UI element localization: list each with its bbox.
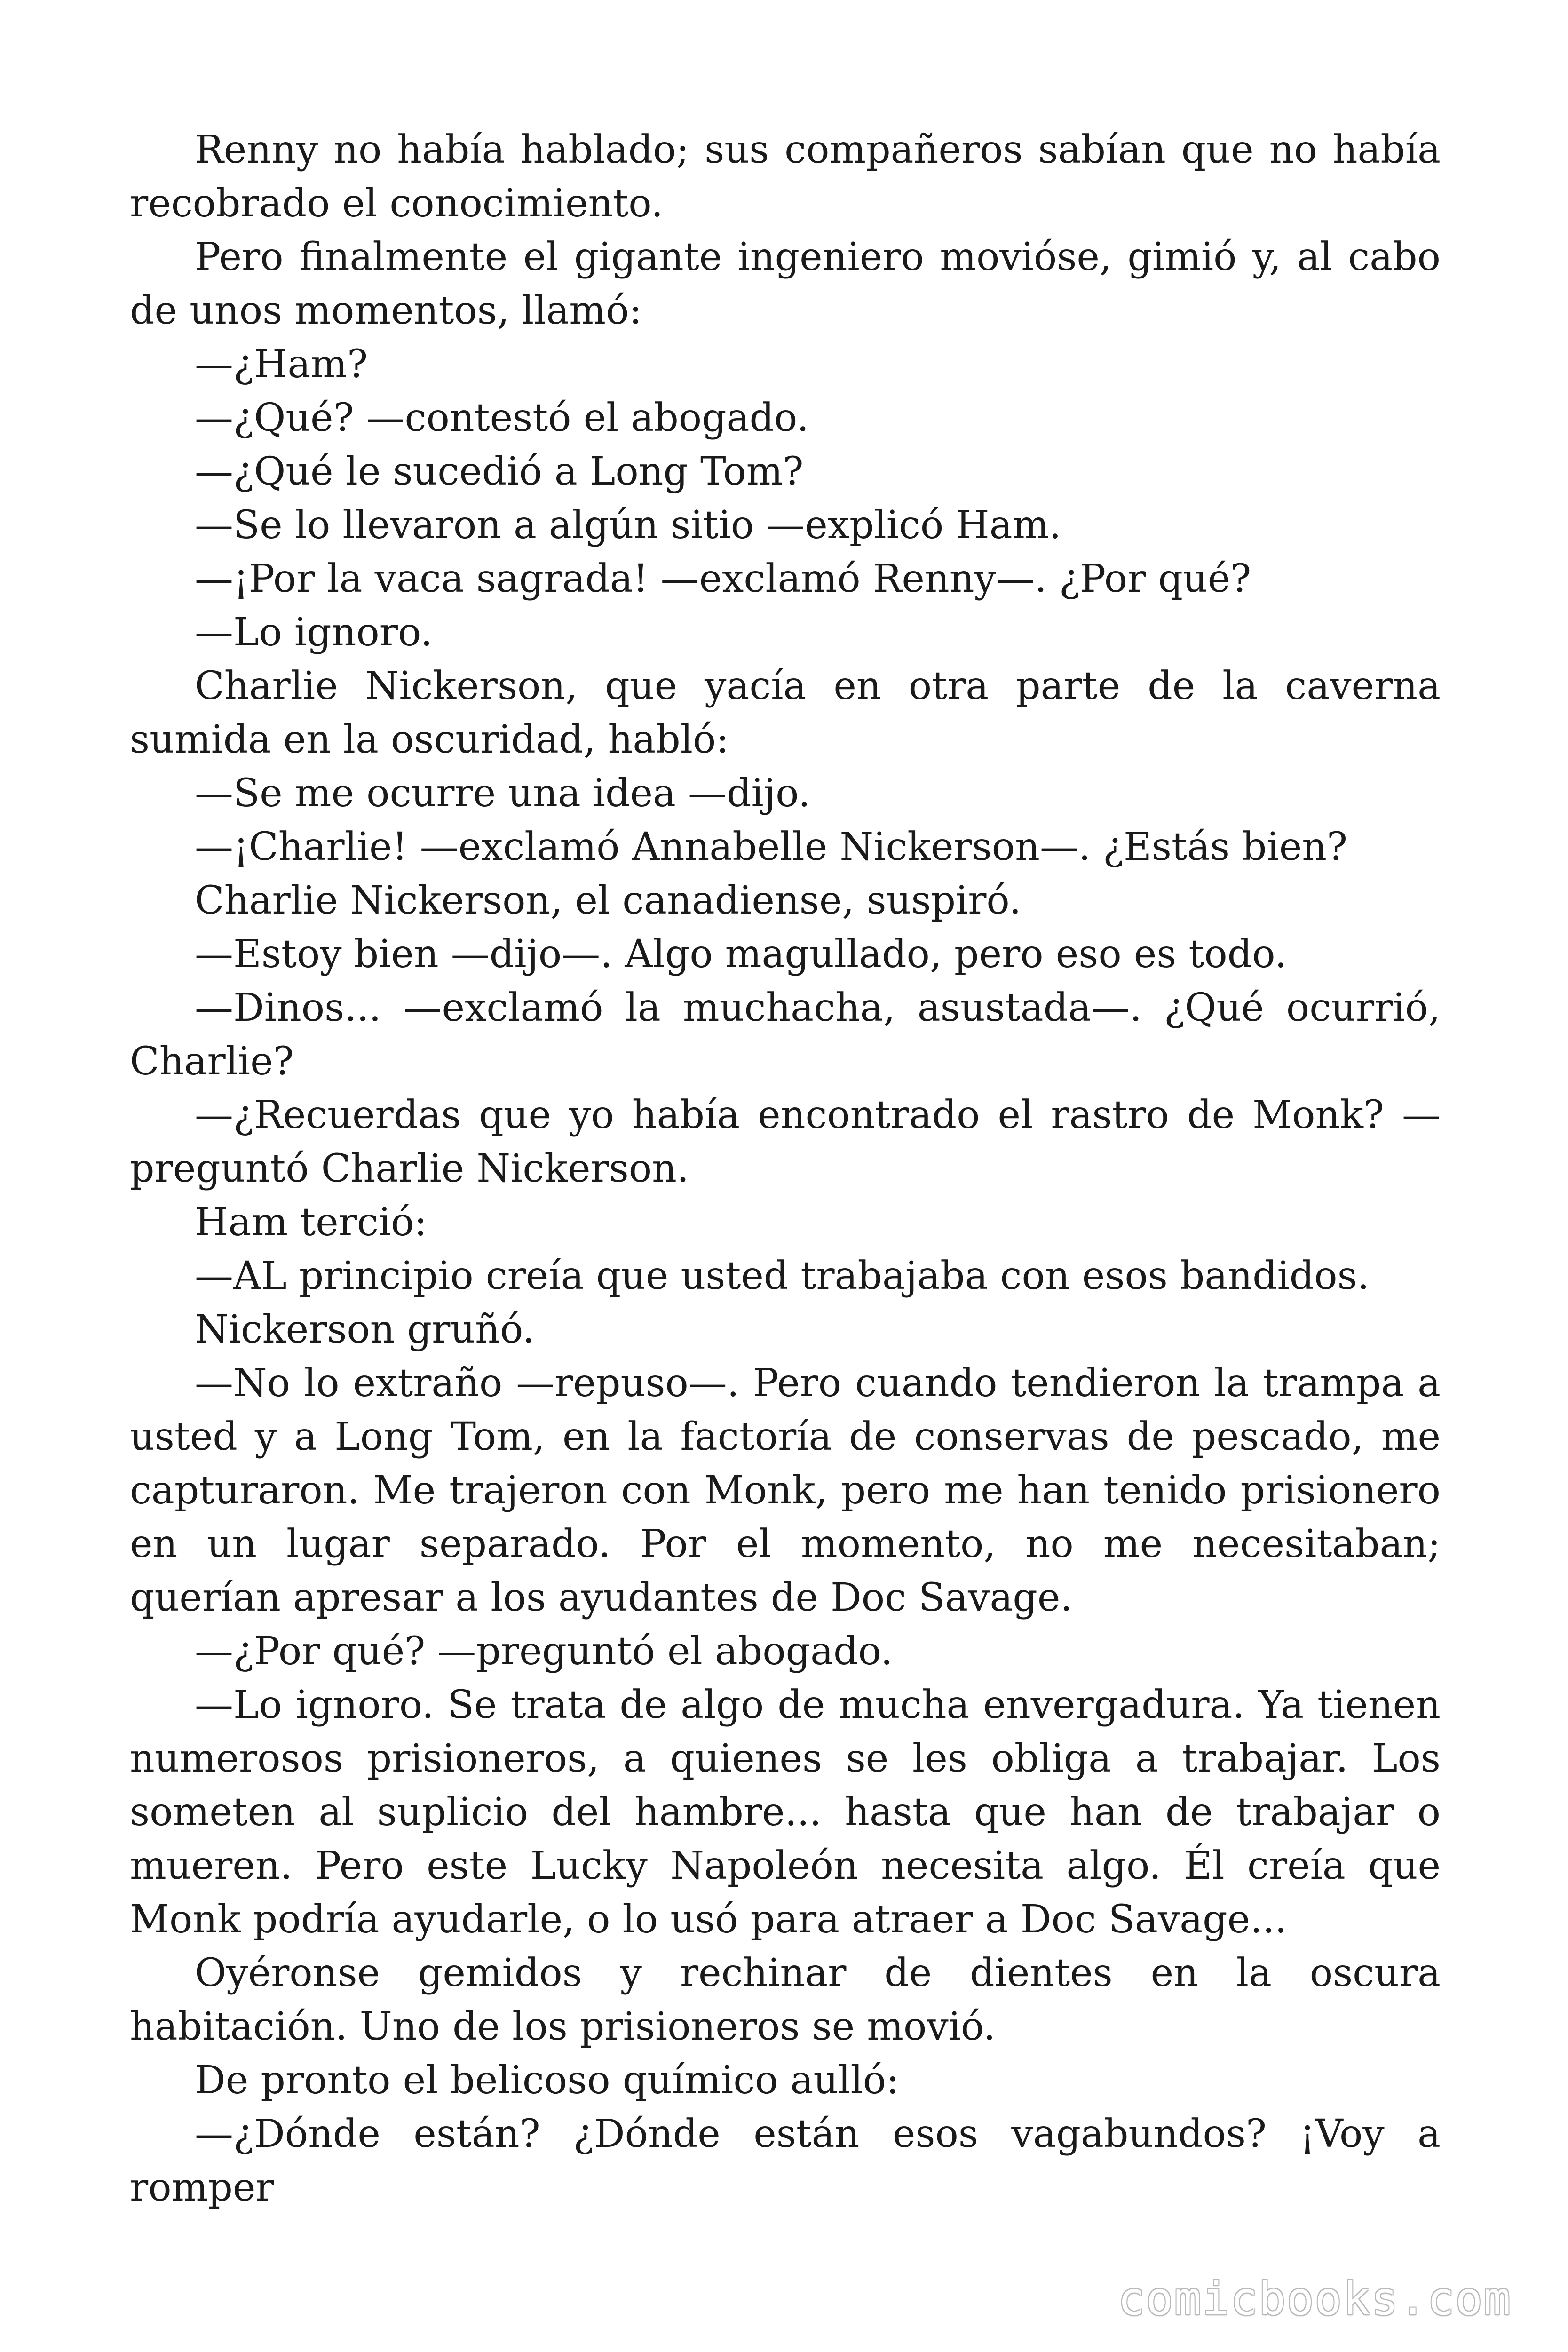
paragraph: —No lo extraño —repuso—. Pero cuando tendieron la trampa a usted y a Long Tom, en la factoría de conservas de pescado, me capturaron. Me trajeron con Monk, pero me han tenido prisionero en un lugar separado. Por el momento, no me necesitaban; querían apresar a los ayudantes de Doc Savage. xyxy=(130,1361,1441,1620)
paragraph: —¡Charlie! —exclamó Annabelle Nickerson—. ¿Estás bien? xyxy=(195,825,1347,869)
paragraph: —AL principio creía que usted trabajaba con esos bandidos. xyxy=(195,1254,1370,1298)
paragraph: —¡Por la vaca sagrada! —exclamó Renny—. ¿Por qué? xyxy=(195,556,1251,601)
paragraph: Nickerson gruñó. xyxy=(195,1307,535,1352)
paragraph: Renny no había hablado; sus compañeros sabían que no había recobrado el conocimiento. xyxy=(130,127,1441,226)
paragraph: —Lo ignoro. Se trata de algo de mucha envergadura. Ya tienen numerosos prisioneros, a quienes se les obliga a trabajar. Los someten al suplicio del hambre... hasta que han de trabajar o mueren. Pero este Lucky Napoleón necesita algo. Él creía que Monk podría ayudarle, o lo usó para atraer a Doc Savage... xyxy=(130,1683,1441,1942)
paragraph: Ham terció: xyxy=(195,1200,428,1245)
paragraph: —¿Por qué? —preguntó el abogado. xyxy=(195,1629,893,1674)
paragraph: —Dinos... —exclamó la muchacha, asustada—. ¿Qué ocurrió, Charlie? xyxy=(130,985,1441,1084)
paragraph: —¿Qué le sucedió a Long Tom? xyxy=(195,449,804,494)
paragraph: Charlie Nickerson, que yacía en otra parte de la caverna sumida en la oscuridad, habló: xyxy=(130,664,1441,762)
paragraph: De pronto el belicoso químico aulló: xyxy=(195,2058,899,2103)
paragraph: —Se me ocurre una idea —dijo. xyxy=(195,771,811,816)
paragraph: —¿Qué? —contestó el abogado. xyxy=(195,396,809,440)
paragraph: Oyéronse gemidos y rechinar de dientes en la oscura habitación. Uno de los prisioneros se movió. xyxy=(130,1951,1441,2049)
paragraph: —Se lo llevaron a algún sitio —explicó Ham. xyxy=(195,503,1061,548)
watermark-logo: comicbooks.com xyxy=(1117,2273,1512,2325)
page-text xyxy=(130,123,1441,2215)
paragraph: Charlie Nickerson, el canadiense, suspiró. xyxy=(195,878,1022,923)
paragraph: —Lo ignoro. xyxy=(195,610,433,655)
paragraph: —¿Recuerdas que yo había encontrado el rastro de Monk? —preguntó Charlie Nickerson. xyxy=(130,1093,1441,1191)
paragraph: Pero finalmente el gigante ingeniero movióse, gimió y, al cabo de unos momentos, llamó: xyxy=(130,235,1441,333)
paragraph: —¿Dónde están? ¿Dónde están esos vagabundos? ¡Voy a romper xyxy=(130,2112,1441,2210)
paragraph: —¿Ham? xyxy=(195,342,368,387)
paragraph: —Estoy bien —dijo—. Algo magullado, pero eso es todo. xyxy=(195,932,1287,977)
